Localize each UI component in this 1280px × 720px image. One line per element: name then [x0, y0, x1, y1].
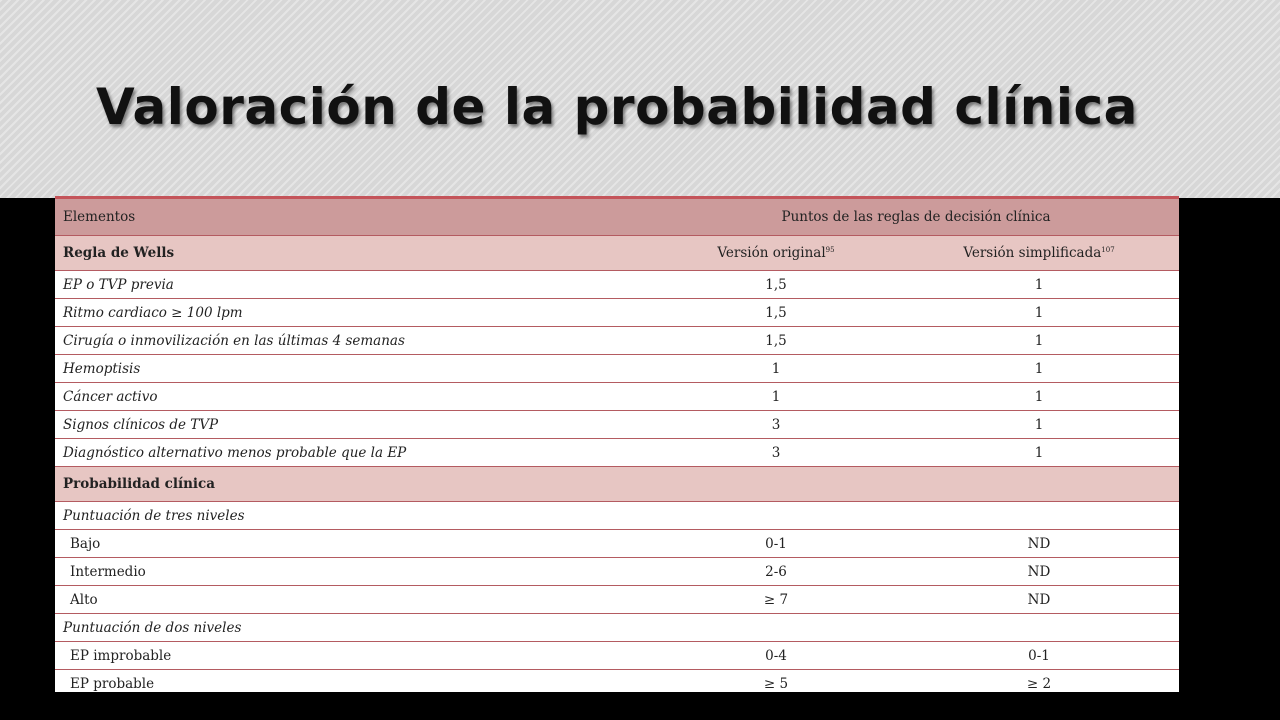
item-simplified: 1 — [899, 411, 1179, 439]
table-row — [55, 271, 1179, 299]
level-simplified: ND — [899, 530, 1179, 558]
three-level-label: Puntuación de tres niveles — [55, 502, 653, 530]
table-row — [55, 383, 1179, 411]
item-simplified: 1 — [899, 327, 1179, 355]
table-row — [55, 327, 1179, 355]
item-simplified: 1 — [899, 355, 1179, 383]
empty-cell — [653, 614, 899, 642]
empty-cell — [899, 467, 1179, 502]
level-label: EP improbable — [55, 642, 653, 670]
item-label: Diagnóstico alternativo menos probable que la EP — [55, 439, 653, 467]
original-label: Versión original — [717, 245, 826, 261]
table-row — [55, 355, 1179, 383]
item-original: 1,5 — [653, 299, 899, 327]
empty-cell — [653, 467, 899, 502]
item-original: 3 — [653, 439, 899, 467]
item-label: Hemoptisis — [55, 355, 653, 383]
table-row — [55, 411, 1179, 439]
table-row — [55, 530, 1179, 558]
item-simplified: 1 — [899, 383, 1179, 411]
level-label: EP probable — [55, 670, 653, 693]
empty-cell — [899, 614, 1179, 642]
item-original: 1,5 — [653, 271, 899, 299]
level-original: 0-4 — [653, 642, 899, 670]
level-simplified: ≥ 2 — [899, 670, 1179, 693]
level-simplified: ND — [899, 586, 1179, 614]
level-original: 2-6 — [653, 558, 899, 586]
level-label: Alto — [55, 586, 653, 614]
column-original-header — [653, 236, 899, 271]
section-row-wells — [55, 236, 1179, 271]
empty-cell — [653, 502, 899, 530]
item-original: 1 — [653, 355, 899, 383]
column-simplified-header — [899, 236, 1179, 271]
section-wells-label: Regla de Wells — [55, 236, 653, 271]
level-original: 0-1 — [653, 530, 899, 558]
item-original: 1,5 — [653, 327, 899, 355]
item-simplified: 1 — [899, 271, 1179, 299]
slide-title: Valoración de la probabilidad clínica — [96, 78, 1138, 136]
simplified-label: Versión simplificada — [963, 245, 1102, 261]
table-row — [55, 670, 1179, 693]
item-label: Ritmo cardiaco ≥ 100 lpm — [55, 299, 653, 327]
wells-score-table — [55, 196, 1179, 692]
header-points: Puntos de las reglas de decisión clínica — [653, 198, 1179, 236]
wells-table — [55, 196, 1179, 692]
item-label: Cirugía o inmovilización en las últimas 4 semanas — [55, 327, 653, 355]
item-original: 3 — [653, 411, 899, 439]
level-original: ≥ 5 — [653, 670, 899, 693]
table-row — [55, 439, 1179, 467]
level-original: ≥ 7 — [653, 586, 899, 614]
item-label: Cáncer activo — [55, 383, 653, 411]
item-label: EP o TVP previa — [55, 271, 653, 299]
header-elements: Elementos — [55, 198, 653, 236]
table-row — [55, 586, 1179, 614]
level-label: Bajo — [55, 530, 653, 558]
level-simplified: 0-1 — [899, 642, 1179, 670]
level-simplified: ND — [899, 558, 1179, 586]
two-level-label: Puntuación de dos niveles — [55, 614, 653, 642]
table-row — [55, 558, 1179, 586]
level-label: Intermedio — [55, 558, 653, 586]
subheader-row — [55, 502, 1179, 530]
table-row — [55, 642, 1179, 670]
item-original: 1 — [653, 383, 899, 411]
section-probability-label: Probabilidad clínica — [55, 467, 653, 502]
subheader-row — [55, 614, 1179, 642]
simplified-ref: 107 — [1101, 246, 1115, 254]
section-row-probability — [55, 467, 1179, 502]
original-ref: 95 — [825, 246, 835, 254]
item-label: Signos clínicos de TVP — [55, 411, 653, 439]
empty-cell — [899, 502, 1179, 530]
item-simplified: 1 — [899, 299, 1179, 327]
table-row — [55, 299, 1179, 327]
table-header-row — [55, 198, 1179, 236]
item-simplified: 1 — [899, 439, 1179, 467]
